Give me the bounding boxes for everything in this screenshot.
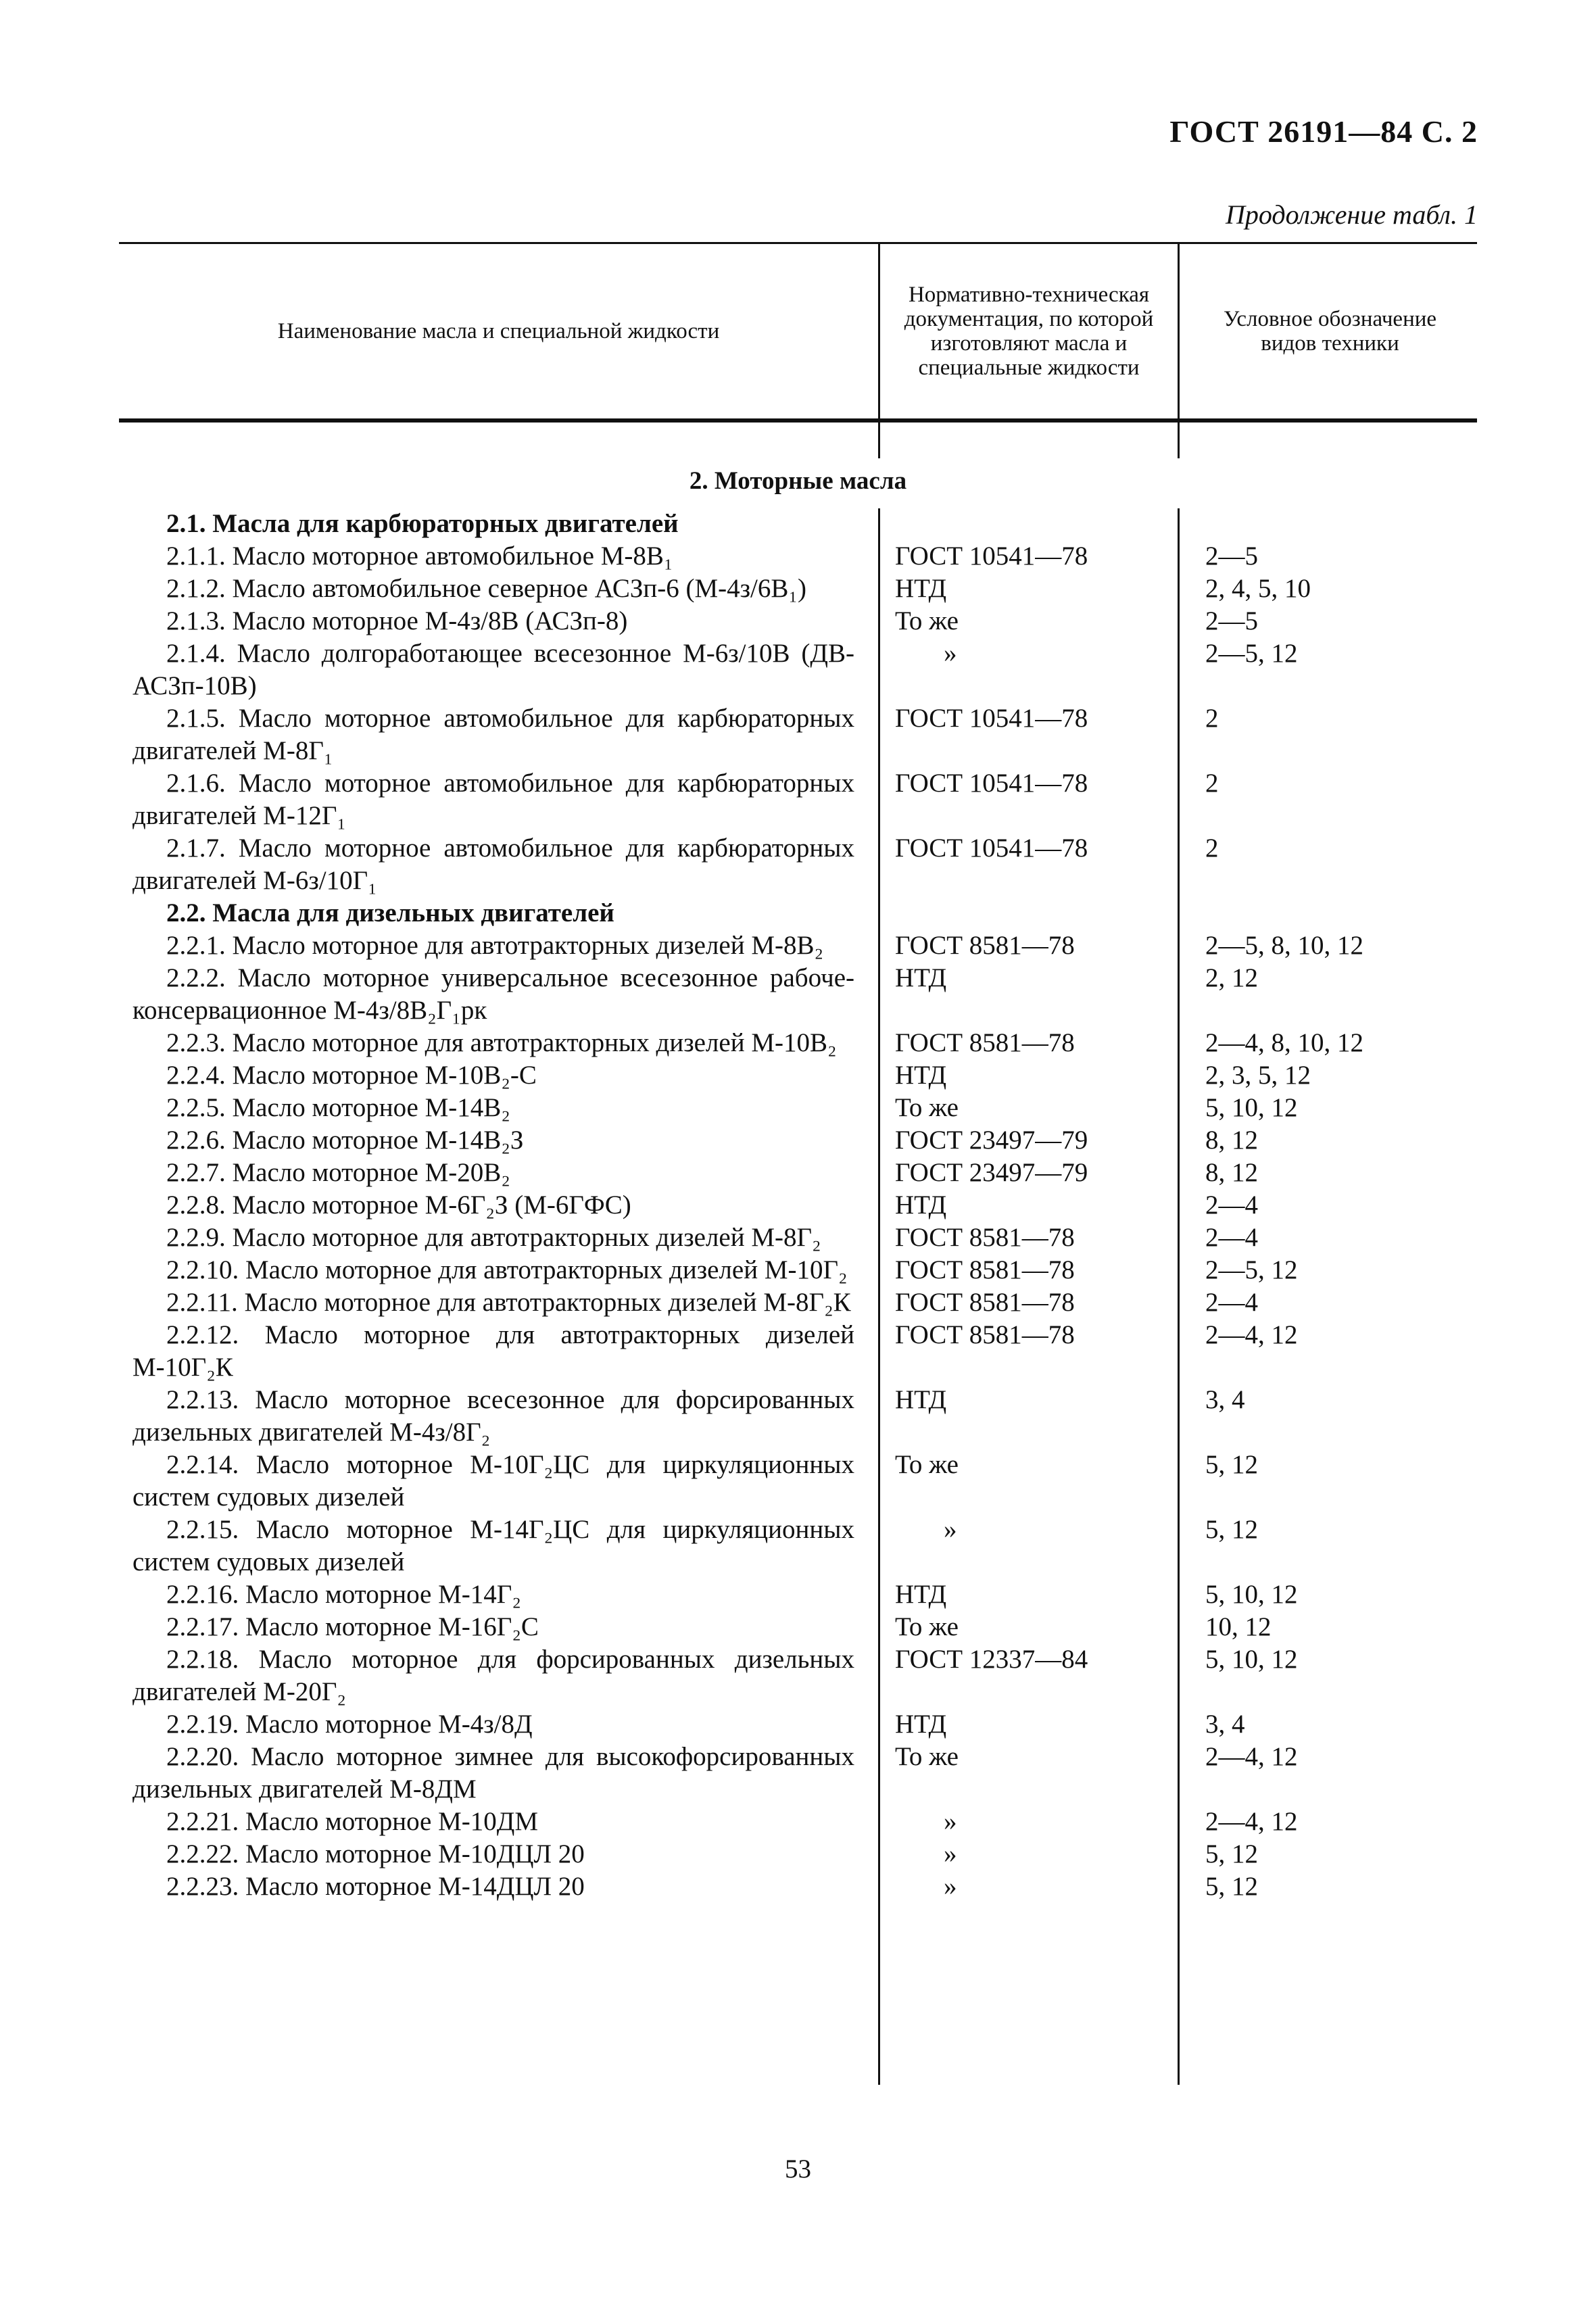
tech-cell: 5, 12 — [1205, 1515, 1258, 1544]
document-cell: » — [944, 1515, 957, 1544]
table-row — [119, 1286, 1477, 1319]
table-row — [119, 930, 1477, 962]
oil-name-cell: 2.2.9. Масло моторное для автотракторных дизелей М-8Г₂ — [166, 1223, 821, 1252]
header-divider-2 — [1178, 243, 1180, 458]
oil-name-cell: 2.2.4. Масло моторное М-10В₂-С — [166, 1061, 537, 1090]
tech-cell: 2—4 — [1205, 1288, 1258, 1317]
oil-name-cell: 2.2.1. Масло моторное для автотракторных дизелей М-8В₂ — [166, 931, 824, 960]
table-row — [119, 1838, 1477, 1871]
table-row — [119, 1806, 1477, 1838]
document-cell — [863, 508, 1162, 540]
document-cell: НТД — [895, 1061, 947, 1090]
document-cell: НТД — [895, 574, 947, 603]
table-row — [119, 1449, 1477, 1514]
tech-cell: 2, 12 — [1205, 963, 1258, 992]
table-body — [119, 508, 1477, 1903]
table-row — [119, 767, 1477, 832]
page-number: 53 — [785, 2154, 811, 2184]
document-code: ГОСТ 26191—84 С. 2 — [1169, 114, 1478, 149]
document-cell: ГОСТ 8581—78 — [895, 1028, 1075, 1057]
document-cell: НТД — [895, 963, 947, 992]
table-row — [119, 1027, 1477, 1059]
table-row — [119, 1514, 1477, 1578]
tech-cell — [1162, 508, 1477, 540]
table-row — [119, 832, 1477, 897]
table-row — [119, 702, 1477, 767]
tech-cell: 2—4, 12 — [1205, 1320, 1298, 1349]
tech-cell: 2—5 — [1205, 541, 1258, 571]
table-row — [119, 1384, 1477, 1449]
document-cell: НТД — [895, 1710, 947, 1739]
oil-name-cell: 2.2.3. Масло моторное для автотракторных дизелей М-10В₂ — [166, 1028, 837, 1057]
oil-name-cell: 2.2.13. Масло моторное всесезонное для форсированных дизельных двигателей М-4з/8Г₂ — [132, 1385, 854, 1447]
tech-cell: 2—5, 8, 10, 12 — [1205, 931, 1363, 960]
document-cell: » — [944, 1807, 957, 1836]
document-cell: ГОСТ 10541—78 — [895, 769, 1088, 798]
document-cell: ГОСТ 8581—78 — [895, 1288, 1075, 1317]
document-cell: ГОСТ 8581—78 — [895, 1320, 1075, 1349]
tech-cell: 2, 3, 5, 12 — [1205, 1061, 1311, 1090]
table-row — [119, 1611, 1477, 1643]
document-cell: ГОСТ 10541—78 — [895, 541, 1088, 571]
tech-cell: 5, 12 — [1205, 1450, 1258, 1479]
tech-cell: 5, 12 — [1205, 1839, 1258, 1868]
document-cell: ГОСТ 8581—78 — [895, 931, 1075, 960]
table-row — [119, 1124, 1477, 1157]
table-row — [119, 637, 1477, 702]
table-row — [119, 540, 1477, 573]
oil-name-cell: 2.2.21. Масло моторное М-10ДМ — [166, 1807, 539, 1836]
oil-name-cell: 2.1.2. Масло автомобильное северное АСЗп-6 (М-4з/6В₁) — [166, 574, 806, 603]
table-group-row — [119, 508, 1477, 540]
tech-cell: 2—4 — [1205, 1190, 1258, 1220]
table-group-row — [119, 897, 1477, 930]
tech-cell: 5, 10, 12 — [1205, 1093, 1298, 1122]
tech-cell: 5, 10, 12 — [1205, 1580, 1298, 1609]
document-cell: То же — [895, 1742, 959, 1771]
tech-cell: 3, 4 — [1205, 1385, 1245, 1414]
oil-name-cell: 2.1.7. Масло моторное автомобильное для карбюраторных двигателей М-6з/10Г₁ — [132, 834, 854, 895]
oil-name-cell: 2.2.12. Масло моторное для автотракторных дизелей М-10Г₂К — [132, 1320, 854, 1382]
table-row — [119, 1871, 1477, 1903]
tech-cell: 2—5, 12 — [1205, 1255, 1298, 1284]
oil-name-cell: 2.1.1. Масло моторное автомобильное М-8В₁ — [166, 541, 673, 571]
oil-name-cell: 2.2.22. Масло моторное М-10ДЦЛ 20 — [166, 1839, 585, 1868]
tech-cell: 5, 10, 12 — [1205, 1645, 1298, 1674]
tech-cell: 8, 12 — [1205, 1158, 1258, 1187]
tech-cell: 3, 4 — [1205, 1710, 1245, 1739]
table-row — [119, 1319, 1477, 1384]
tech-cell: 2—5 — [1205, 606, 1258, 635]
table-row — [119, 962, 1477, 1027]
oil-name-cell: 2.2.18. Масло моторное для форсированных дизельных двигателей М-20Г₂ — [132, 1645, 854, 1706]
document-cell: НТД — [895, 1190, 947, 1220]
table-continuation-label: Продолжение табл. 1 — [1225, 199, 1478, 230]
document-cell: ГОСТ 10541—78 — [895, 704, 1088, 733]
table-row — [119, 1741, 1477, 1806]
tech-cell: 2—4 — [1205, 1223, 1258, 1252]
table-header-rule — [119, 418, 1477, 423]
oil-name-cell: 2.2.6. Масло моторное М-14В₂З — [166, 1126, 524, 1155]
column-header-name: Наименование масла и специальной жидкости — [277, 318, 720, 343]
tech-cell: 2 — [1205, 704, 1219, 733]
oil-name-cell: 2.2.8. Масло моторное М-6Г₂З (М-6ГФС) — [166, 1190, 631, 1220]
document-cell: » — [944, 1839, 957, 1868]
document-cell: ГОСТ 23497—79 — [895, 1158, 1088, 1187]
table-row — [119, 1189, 1477, 1222]
document-cell: » — [944, 639, 957, 668]
tech-cell: 2—4, 8, 10, 12 — [1205, 1028, 1363, 1057]
column-header-tech: Условное обозначение видов техники — [1223, 306, 1437, 356]
oil-name-cell: 2.1.4. Масло долгоработающее всесезонное М-6з/10В (ДВ-АСЗп-10В) — [132, 639, 854, 700]
section-title: 2. Моторные масла — [689, 467, 907, 495]
oil-name-cell: 2.2.2. Масло моторное универсальное всесезонное рабоче-консервационное М-4з/8В₂Г₁рк — [132, 963, 854, 1025]
document-cell: То же — [895, 1612, 959, 1641]
table-row — [119, 1254, 1477, 1286]
document-cell: НТД — [895, 1580, 947, 1609]
document-cell: ГОСТ 12337—84 — [895, 1645, 1088, 1674]
tech-cell: 8, 12 — [1205, 1126, 1258, 1155]
oil-name-cell: 2.2.14. Масло моторное М-10Г₂ЦС для циркуляционных систем судовых дизелей — [132, 1450, 854, 1512]
oil-name-cell: 2.2.15. Масло моторное М-14Г₂ЦС для циркуляционных систем судовых дизелей — [132, 1515, 854, 1576]
oil-name-cell: 2.2. Масла для дизельных двигателей — [166, 898, 614, 927]
document-cell: ГОСТ 23497—79 — [895, 1126, 1088, 1155]
oil-name-cell: 2.1.5. Масло моторное автомобильное для карбюраторных двигателей М-8Г₁ — [132, 704, 854, 765]
document-cell: То же — [895, 1450, 959, 1479]
oil-name-cell: 2.1. Масла для карбюраторных двигателей — [166, 509, 679, 538]
table-row — [119, 1059, 1477, 1092]
tech-cell — [1162, 897, 1477, 930]
table-row — [119, 1222, 1477, 1254]
document-cell: ГОСТ 8581—78 — [895, 1255, 1075, 1284]
oil-name-cell: 2.2.20. Масло моторное зимнее для высокофорсированных дизельных двигателей М-8ДМ — [132, 1742, 854, 1804]
tech-cell: 5, 12 — [1205, 1872, 1258, 1901]
document-cell: То же — [895, 1093, 959, 1122]
table-row — [119, 573, 1477, 605]
table-row — [119, 1092, 1477, 1124]
oil-name-cell: 2.2.11. Масло моторное для автотракторных дизелей М-8Г₂К — [166, 1288, 851, 1317]
table-row — [119, 1578, 1477, 1611]
oil-name-cell: 2.2.5. Масло моторное М-14В₂ — [166, 1093, 510, 1122]
tech-cell: 2 — [1205, 769, 1219, 798]
column-header-document: Нормативно-техническая документация, по которой изготовляют масла и специальные жидкости — [904, 282, 1154, 380]
table-row — [119, 605, 1477, 637]
oil-name-cell: 2.2.23. Масло моторное М-14ДЦЛ 20 — [166, 1872, 585, 1901]
tech-cell: 2—4, 12 — [1205, 1742, 1298, 1771]
table-row — [119, 1157, 1477, 1189]
oil-name-cell: 2.1.3. Масло моторное М-4з/8В (АСЗп-8) — [166, 606, 628, 635]
oil-name-cell: 2.2.19. Масло моторное М-4з/8Д — [166, 1710, 533, 1739]
table-row — [119, 1643, 1477, 1708]
table-row — [119, 1708, 1477, 1741]
header-divider-1 — [878, 243, 880, 458]
document-cell: ГОСТ 8581—78 — [895, 1223, 1075, 1252]
tech-cell: 2—4, 12 — [1205, 1807, 1298, 1836]
tech-cell: 2, 4, 5, 10 — [1205, 574, 1311, 603]
tech-cell: 10, 12 — [1205, 1612, 1272, 1641]
document-cell: ГОСТ 10541—78 — [895, 834, 1088, 863]
oil-name-cell: 2.1.6. Масло моторное автомобильное для карбюраторных двигателей М-12Г₁ — [132, 769, 854, 830]
document-cell: НТД — [895, 1385, 947, 1414]
document-cell: » — [944, 1872, 957, 1901]
oil-name-cell: 2.2.16. Масло моторное М-14Г₂ — [166, 1580, 521, 1609]
oil-name-cell: 2.2.7. Масло моторное М-20В₂ — [166, 1158, 510, 1187]
tech-cell: 2—5, 12 — [1205, 639, 1298, 668]
oil-name-cell: 2.2.10. Масло моторное для автотракторных дизелей М-10Г₂ — [166, 1255, 848, 1284]
document-cell: То же — [895, 606, 959, 635]
document-cell — [863, 897, 1162, 930]
tech-cell: 2 — [1205, 834, 1219, 863]
oil-name-cell: 2.2.17. Масло моторное М-16Г₂С — [166, 1612, 539, 1641]
